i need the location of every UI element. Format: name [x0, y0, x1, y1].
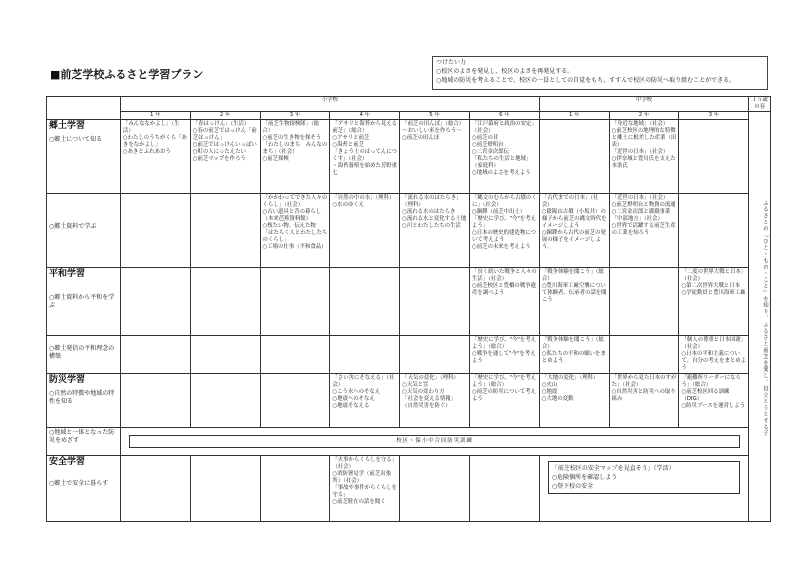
category-sub: ○郷土について知る [49, 136, 103, 143]
plan-cell: 「避難所リーダーになろう」（総合） ○前芝校区回る訓練（DIG） ○防災ブースを運営しよう [679, 374, 749, 428]
category-kyodo [47, 120, 121, 194]
plan-cell: 「戦争体験を聞こう」（総合） ○私たちの平和の願いをまとめよう [539, 336, 609, 374]
category-bosai [47, 374, 121, 428]
grade-header: 1 年 [120, 112, 190, 120]
category-sub: ○地域と一体となった防災をめざす [49, 429, 115, 444]
category-anzen [47, 456, 121, 522]
plan-cell [609, 268, 679, 336]
plan-cell [120, 194, 190, 268]
grade-header: 6 年 [469, 112, 539, 120]
elementary-header: 小学校 [120, 97, 539, 112]
safety-map-box: 「前芝校区の安全マップを見直そう」（学活） ○危険個所を確認しよう ○登下校の安全 [548, 461, 740, 494]
goals-line-1: ○校区のよさを発見し、校区のよさを再発見する。 [436, 68, 574, 75]
category-kyodo-sub [47, 194, 121, 268]
grade-header: 1 年 [539, 112, 609, 120]
category-title: 防災学習 [49, 375, 86, 385]
junior-header: 中学校 [539, 97, 748, 112]
plan-cell [400, 268, 470, 336]
plan-cell: 「自然の中の水」（理科） ○水のゆくえ [330, 194, 400, 268]
category-title: 郷土学習 [49, 121, 86, 131]
plan-cell: 「大地の変化」（理科） ○火山 ○地震 ○大地の変動 [539, 374, 609, 428]
plan-cell: 「江戸幕府と政治の安定」（社会） ○前芝の昔 ○前芝燈明台 ○二宮金次郎伝 「私たちの生活と地域」（家庭科） ○地域のよさを考えよう [469, 120, 539, 194]
plan-cell [190, 194, 260, 268]
plan-cell [609, 336, 679, 374]
plan-cell: 「世界から見た日本のすがた」（社会） ○自然災害と防災への取り組み [609, 374, 679, 428]
category-sub: ○郷土発信の平和理念の構築 [49, 345, 115, 360]
plan-cell: 「歴史に学び、"今"を考えよう」（総合） ○戦争を通して"今"を考えよう [469, 336, 539, 374]
category-heiwa [47, 268, 121, 336]
category-bosai-sub [47, 428, 121, 456]
goals-box [432, 56, 768, 90]
corner-cell [47, 97, 121, 120]
grade-header: 2 年 [609, 112, 679, 120]
category-sub: ○郷土資料で学ぶ [49, 223, 97, 230]
plan-cell [190, 456, 260, 522]
plan-cell: 「前芝生物探検隊」（総合） ○前芝の生き物を探そう 「わたしのまち みんなのまち」（社会） ○前芝探検 [260, 120, 330, 194]
plan-cell [679, 194, 749, 268]
vertical-message: ふるさとの『ひと・もの・こと』を知り、ふるさと前芝を愛し、役立とうとする子 [749, 112, 771, 522]
plan-table [46, 96, 771, 522]
plan-cell: 「かかわってできた人々のくらし」（社会） ○古い道具と昔の暮らし（本来芭蕉資料館） ○桜たい物、伝えた物 「はたらく人とわたしたちのくらし」 ○工場の仕事（平和食品） [260, 194, 330, 268]
plan-cell [120, 456, 190, 522]
plan-cell: 「天気の変化」（理科） ○天気と雲 ○天気の変わり方 「社会を変える情報」 （自然災害を防ぐ） [400, 374, 470, 428]
plan-cell: 「縄文のむらから古墳のくに」（社会） ○銅鐸（前芝中出土） 「歴史に学び、"今"を考えよう」 ○日本の歴史的建造物について考えよう ○前芝の未来を考えよう [469, 194, 539, 268]
plan-cell: 「個人の尊重と日本国憲」（社会） ○日本の平和主義について、自分の考えをまとめよう [679, 336, 749, 374]
plan-cell [260, 268, 330, 336]
category-sub: ○郷土で安全に暮らす [49, 480, 109, 487]
plan-cell: 「戦争体験を聞こう」（総合） ○豊川海軍工廠空襲について体験者、伝承者の話を聞こう [539, 268, 609, 336]
grade-header: 3 年 [679, 112, 749, 120]
page-title: ■前芝学校ふるさと学習プラン [50, 68, 204, 81]
grade-header: 5 年 [400, 112, 470, 120]
plan-cell [190, 336, 260, 374]
plan-cell [260, 456, 330, 522]
category-heiwa-sub [47, 336, 121, 374]
plan-cell: 「古代までの日本」（社会） ○陰陽山古墳（小坂井）の様子から前芝の縄文時代をイメージしよう ○銅鐸から古代の前芝の発展の様子をイメージしよう。 [539, 194, 609, 268]
grade-header: 3 年 [260, 112, 330, 120]
plan-cell [469, 456, 539, 522]
plan-cell [330, 268, 400, 336]
plan-cell [120, 336, 190, 374]
plan-cell [260, 374, 330, 428]
plan-cell: 「近世の日本」（社会） ○前芝燈明台と物資の流通 ○二宮金次郎と灌漑事業 「中部地方」（社会） ○世界で活躍する前芝生産の工業を知ろう [609, 194, 679, 268]
plan-cell [679, 120, 749, 194]
plan-cell: 「春はっけん」（生活） ○春の前芝ではっけん「前芝はっけん」 ○前芝ではっけんいっぱい ○町の人にったえたい ○前芝マップを作ろう [190, 120, 260, 194]
plan-cell [190, 268, 260, 336]
plan-cell-junior [539, 456, 748, 522]
plan-cell [120, 374, 190, 428]
plan-cell: 「身近な地域」（社会） ○前芝校区の地理的な特徴と郷土に根差した産業（田表） 「近世の日本」（社会） ○伊奈城と豊川氏を支えた本条氏 [609, 120, 679, 194]
plan-cell: 「長く続いた戦争と人々の生活」（社会） ○前芝校区と豊橋の戦争遺産を調べよう [469, 268, 539, 336]
drill-cell [120, 428, 748, 456]
plan-cell [400, 456, 470, 522]
category-sub: ○自然の特徴や地域の特性を知る [49, 390, 115, 405]
plan-cell: 「さい害にそなえる」（社会） ○こう水へのそなえ ○地震へのそなえ ○地震そなえる [330, 374, 400, 428]
plan-cell: 「火事からくらしを守る」（社会） ○消防署見学（前芝出張所）（社会） 「事故や事件からくらしを守る」 ○前芝駐在の話を聞く [330, 456, 400, 522]
goals-line-2: ○地域の防災を考えることで、校区の一員としての自覚をもち、すすんで校区の防災へ取り組むことができる。 [436, 77, 736, 84]
plan-cell [260, 336, 330, 374]
plan-cell [539, 120, 609, 194]
grade-header: 4 年 [330, 112, 400, 120]
age-label: １５歳の春 [749, 97, 771, 112]
category-title: 安全学習 [49, 457, 86, 467]
category-title: 平和学習 [49, 269, 86, 279]
plan-cell [120, 268, 190, 336]
plan-cell: 「みんななかよし」（生活） ○わたしのうちがくら「あきをなかよし」 ○あきとふれあおう [120, 120, 190, 194]
plan-cell: 「歴史に学び、"今"を考えよう」（総合） ○前芝の防災について考えよう [469, 374, 539, 428]
goals-heading: つけたい力 [436, 59, 467, 66]
joint-drill-banner: 校区・保小中合同防災訓練 [129, 435, 740, 448]
plan-cell: 「前芝の田んぼ」（総合） ～おいしい米を作ろう～ ○前芝の田んぼ [400, 120, 470, 194]
plan-cell: 「流れる水のはたらき」（理科） ○流れる水のはたらき ○流れる水と変化する土地 ○川とわたしたちの生活 [400, 194, 470, 268]
plan-cell [400, 336, 470, 374]
category-sub: ○郷土資料から平和を学ぶ [49, 294, 115, 309]
grade-header: 2 年 [190, 112, 260, 120]
plan-cell: 「二度の世界大戦と日本」（社会） ○第二次世界大戦と日本 ○学徒動員と豊川海軍工廠 [679, 268, 749, 336]
plan-cell [190, 374, 260, 428]
plan-cell: 「アサリと海苔から見える前芝」（総合） ○アサリと前芝 ○海苔と前芝 「きょう土のはってんにつくす」（社会） ・海苔養殖を始めた芳野重七 [330, 120, 400, 194]
plan-cell [330, 336, 400, 374]
